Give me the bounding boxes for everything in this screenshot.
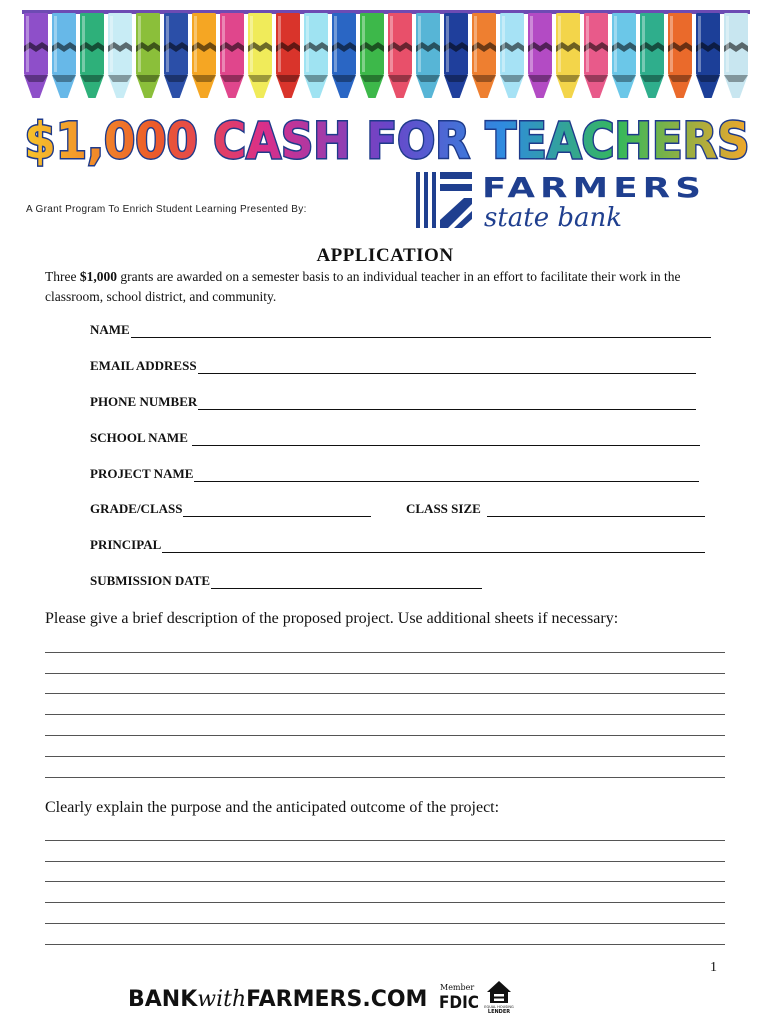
name-field (90, 320, 711, 338)
class-size-label: CLASS SIZE (406, 501, 481, 516)
crayon (192, 13, 216, 98)
footer-branding (128, 978, 528, 1014)
grant-amount: $1,000 (79, 269, 117, 284)
crayon (696, 13, 720, 98)
name-input-line[interactable] (131, 323, 711, 338)
crayon (276, 13, 300, 98)
crayon (724, 13, 748, 98)
crayon (640, 13, 664, 98)
crayon (332, 13, 356, 98)
crayon (388, 13, 412, 98)
footer-with: with (197, 987, 247, 1012)
class-size-input-line[interactable] (487, 502, 705, 517)
submission-date-input-line[interactable] (211, 574, 482, 589)
member-text: Member (440, 983, 475, 992)
crayon (556, 13, 580, 98)
question-purpose: Clearly explain the purpose and the anticipated outcome of the project: (45, 799, 500, 816)
crayon (528, 13, 552, 98)
answer-line[interactable] (45, 862, 725, 883)
crayon (52, 13, 76, 98)
principal-label: PRINCIPAL (90, 537, 162, 552)
question-description: Please give a brief description of the proposed project. Use additional sheets if necessary: (45, 610, 619, 627)
page-title: APPLICATION (316, 245, 454, 266)
answer-line[interactable] (45, 715, 725, 736)
answer-line[interactable] (45, 841, 725, 862)
phone-input-line[interactable] (198, 395, 696, 410)
name-label: NAME (90, 322, 130, 337)
purpose-answer-lines[interactable] (45, 820, 725, 945)
headline-banner (20, 112, 755, 172)
crayon (304, 13, 328, 98)
grade-input-line[interactable] (183, 502, 371, 517)
phone-label: PHONE NUMBER (90, 394, 198, 409)
crayon (500, 13, 524, 98)
crayon (80, 13, 104, 98)
answer-line[interactable] (45, 736, 725, 757)
answer-line[interactable] (45, 653, 725, 674)
email-label: EMAIL ADDRESS (90, 358, 197, 373)
answer-line[interactable] (45, 694, 725, 715)
crayon (24, 13, 48, 98)
phone-field (90, 392, 696, 410)
answer-line[interactable] (45, 820, 725, 841)
school-input-line[interactable] (192, 431, 700, 446)
crayon (444, 13, 468, 98)
grade-label: GRADE/CLASS (90, 501, 183, 516)
principal-input-line[interactable] (162, 538, 705, 553)
email-input-line[interactable] (198, 359, 696, 374)
project-field (90, 464, 699, 482)
crayon-banner (22, 10, 750, 105)
crayon (164, 13, 188, 98)
answer-line[interactable] (45, 757, 725, 778)
crayon (472, 13, 496, 98)
email-field (90, 356, 696, 374)
principal-field (90, 535, 705, 553)
footer-url (128, 987, 427, 1012)
intro-prefix: Three (45, 269, 80, 284)
project-input-line[interactable] (194, 467, 699, 482)
answer-line[interactable] (45, 882, 725, 903)
grant-tagline: A Grant Program To Enrich Student Learning Presented By: (26, 204, 307, 215)
grade-field (90, 499, 371, 517)
crayon (668, 13, 692, 98)
crayon (416, 13, 440, 98)
equal-housing-icon (487, 981, 511, 1003)
headline-text: $1,000 CASH FOR TEACHERS (24, 112, 750, 170)
footer-farmers: FARMERS.COM (246, 987, 428, 1012)
crayon (360, 13, 384, 98)
crayon (612, 13, 636, 98)
school-field (90, 428, 700, 446)
answer-line[interactable] (45, 903, 725, 924)
crayon (136, 13, 160, 98)
description-answer-lines[interactable] (45, 632, 725, 778)
logo-farmers-text: FARMERS (482, 171, 706, 204)
project-label: PROJECT NAME (90, 466, 194, 481)
footer-bank: BANK (128, 987, 198, 1012)
answer-line[interactable] (45, 632, 725, 653)
equal-housing-text-1: EQUAL HOUSING (484, 1005, 514, 1009)
class-size-field (406, 499, 705, 517)
crayon (220, 13, 244, 98)
crayon (248, 13, 272, 98)
crayon (108, 13, 132, 98)
page-number: 1 (710, 960, 717, 975)
intro-paragraph (45, 267, 730, 307)
logo-state-bank-text: state bank (484, 203, 623, 232)
answer-line[interactable] (45, 924, 725, 945)
submission-date-label: SUBMISSION DATE (90, 573, 211, 588)
submission-date-field (90, 571, 482, 589)
intro-suffix: grants are awarded on a semester basis to an individual teacher in an effort to facilitate their work in the classroom, school district, and community. (45, 269, 681, 304)
answer-line[interactable] (45, 674, 725, 695)
school-label: SCHOOL NAME (90, 430, 188, 445)
equal-housing-text-2: LENDER (487, 1009, 511, 1014)
crayon (584, 13, 608, 98)
fdic-logo-text: FDIC (439, 993, 479, 1013)
farmers-state-bank-logo (416, 170, 716, 232)
